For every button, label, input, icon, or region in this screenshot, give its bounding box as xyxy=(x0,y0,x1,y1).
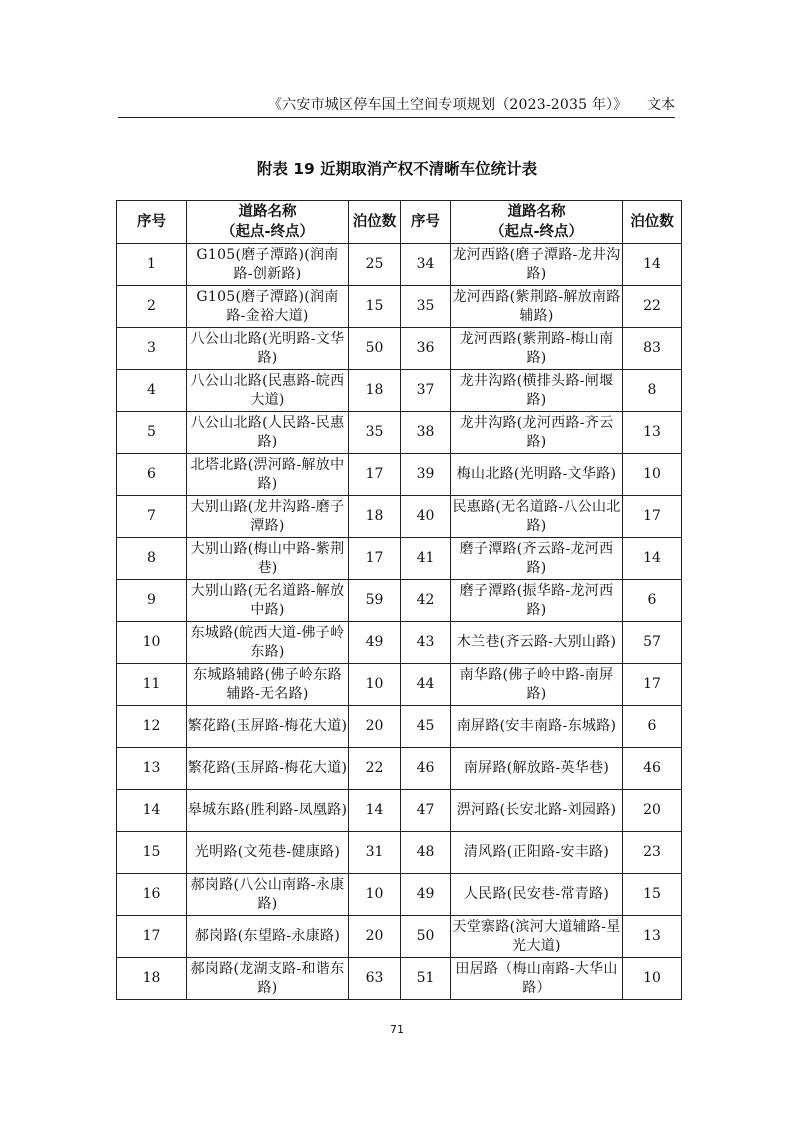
table-row xyxy=(117,832,682,874)
road-name-cell: 民惠路(无名道路-八公山北路) xyxy=(451,496,623,538)
road-name-cell: G105(磨子潭路)(润南路-创新路) xyxy=(187,244,349,286)
seq-cell: 18 xyxy=(117,958,187,1000)
seq-cell: 5 xyxy=(117,412,187,454)
seq-cell: 16 xyxy=(117,874,187,916)
spaces-cell: 6 xyxy=(623,580,682,622)
spaces-cell: 57 xyxy=(623,622,682,664)
road-name-cell: 人民路(民安巷-常青路) xyxy=(451,874,623,916)
road-name-cell: 繁花路(玉屏路-梅花大道) xyxy=(187,748,349,790)
seq-cell: 51 xyxy=(401,958,451,1000)
header-road-line1: 道路名称 xyxy=(507,204,566,220)
road-name-cell: 八公山北路(民惠路-皖西大道) xyxy=(187,370,349,412)
header-spaces: 泊位数 xyxy=(349,201,401,244)
spaces-cell: 17 xyxy=(349,454,401,496)
table-row xyxy=(117,664,682,706)
road-name-cell: 龙井沟路(横排头路-闸堰路) xyxy=(451,370,623,412)
seq-cell: 6 xyxy=(117,454,187,496)
road-name-cell: 磨子潭路(齐云路-龙河西路) xyxy=(451,538,623,580)
road-name-cell: 郝岗路(东望路-永康路) xyxy=(187,916,349,958)
seq-cell: 15 xyxy=(117,832,187,874)
seq-cell: 7 xyxy=(117,496,187,538)
seq-cell: 41 xyxy=(401,538,451,580)
seq-cell: 40 xyxy=(401,496,451,538)
section-label: 文本 xyxy=(647,97,675,113)
header-road-line2: （起点-终点） xyxy=(489,224,584,240)
road-name-cell: 皋城东路(胜利路-凤凰路) xyxy=(187,790,349,832)
spaces-cell: 10 xyxy=(623,454,682,496)
road-name-cell: 郝岗路(八公山南路-永康路) xyxy=(187,874,349,916)
header-road-name xyxy=(187,201,349,244)
road-name-cell: 东城路辅路(佛子岭东路辅路-无名路) xyxy=(187,664,349,706)
spaces-cell: 10 xyxy=(349,664,401,706)
spaces-cell: 49 xyxy=(349,622,401,664)
spaces-cell: 14 xyxy=(623,538,682,580)
header-road-line1: 道路名称 xyxy=(238,204,297,220)
road-name-cell: 北塔北路(淠河路-解放中路) xyxy=(187,454,349,496)
header-road-name-right xyxy=(451,201,623,244)
road-name-cell: 郝岗路(龙湖支路-和谐东路) xyxy=(187,958,349,1000)
road-name-cell: 东城路(皖西大道-佛子岭东路) xyxy=(187,622,349,664)
road-name-cell: 淠河路(长安北路-刘园路) xyxy=(451,790,623,832)
table-row xyxy=(117,454,682,496)
table-row xyxy=(117,706,682,748)
spaces-cell: 18 xyxy=(349,496,401,538)
spaces-cell: 22 xyxy=(349,748,401,790)
page-number: 71 xyxy=(390,1023,404,1036)
seq-cell: 8 xyxy=(117,538,187,580)
table-row xyxy=(117,748,682,790)
table-body xyxy=(117,244,682,1000)
road-name-cell: 光明路(文苑巷-健康路) xyxy=(187,832,349,874)
road-name-cell: 田居路（梅山南路-大华山路） xyxy=(451,958,623,1000)
road-name-cell: 南屏路(解放路-英华巷) xyxy=(451,748,623,790)
spaces-cell: 35 xyxy=(349,412,401,454)
seq-cell: 1 xyxy=(117,244,187,286)
road-name-cell: 龙河西路(紫荆路-梅山南路) xyxy=(451,328,623,370)
road-name-cell: 天堂寨路(滨河大道辅路-星光大道) xyxy=(451,916,623,958)
seq-cell: 49 xyxy=(401,874,451,916)
road-name-cell: 龙河西路(磨子潭路-龙井沟路) xyxy=(451,244,623,286)
table-row xyxy=(117,790,682,832)
spaces-cell: 10 xyxy=(349,874,401,916)
spaces-cell: 13 xyxy=(623,412,682,454)
header-seq: 序号 xyxy=(117,201,187,244)
spaces-cell: 20 xyxy=(623,790,682,832)
spaces-cell: 6 xyxy=(623,706,682,748)
spaces-cell: 17 xyxy=(349,538,401,580)
road-name-cell: 南屏路(安丰南路-东城路) xyxy=(451,706,623,748)
road-name-cell: 龙河西路(紫荆路-解放南路辅路) xyxy=(451,286,623,328)
seq-cell: 14 xyxy=(117,790,187,832)
header-seq-right: 序号 xyxy=(401,201,451,244)
document-title: 《六安市城区停车国土空间专项规划（2023-2035 年）》 xyxy=(268,97,628,113)
seq-cell: 37 xyxy=(401,370,451,412)
spaces-cell: 17 xyxy=(623,664,682,706)
road-name-cell: 清风路(正阳路-安丰路) xyxy=(451,832,623,874)
seq-cell: 43 xyxy=(401,622,451,664)
spaces-cell: 10 xyxy=(623,958,682,1000)
road-name-cell: 龙井沟路(龙河西路-齐云路) xyxy=(451,412,623,454)
spaces-cell: 50 xyxy=(349,328,401,370)
seq-cell: 47 xyxy=(401,790,451,832)
spaces-cell: 15 xyxy=(623,874,682,916)
table-row xyxy=(117,916,682,958)
table-title: 附表 19 近期取消产权不清晰车位统计表 xyxy=(256,160,538,178)
table-row xyxy=(117,580,682,622)
spaces-cell: 14 xyxy=(623,244,682,286)
spaces-cell: 18 xyxy=(349,370,401,412)
spaces-cell: 8 xyxy=(623,370,682,412)
table-row xyxy=(117,244,682,286)
spaces-cell: 15 xyxy=(349,286,401,328)
seq-cell: 2 xyxy=(117,286,187,328)
table-row xyxy=(117,328,682,370)
table-row xyxy=(117,538,682,580)
parking-statistics-table xyxy=(116,200,682,1000)
seq-cell: 48 xyxy=(401,832,451,874)
seq-cell: 46 xyxy=(401,748,451,790)
seq-cell: 44 xyxy=(401,664,451,706)
seq-cell: 42 xyxy=(401,580,451,622)
spaces-cell: 17 xyxy=(623,496,682,538)
road-name-cell: 木兰巷(齐云路-大别山路) xyxy=(451,622,623,664)
table-row xyxy=(117,874,682,916)
spaces-cell: 25 xyxy=(349,244,401,286)
table-header-row xyxy=(117,201,682,244)
seq-cell: 4 xyxy=(117,370,187,412)
seq-cell: 39 xyxy=(401,454,451,496)
seq-cell: 13 xyxy=(117,748,187,790)
road-name-cell: 八公山北路(人民路-民惠路) xyxy=(187,412,349,454)
road-name-cell: 梅山北路(光明路-文华路) xyxy=(451,454,623,496)
spaces-cell: 31 xyxy=(349,832,401,874)
spaces-cell: 13 xyxy=(623,916,682,958)
page-header xyxy=(118,92,675,118)
spaces-cell: 59 xyxy=(349,580,401,622)
seq-cell: 10 xyxy=(117,622,187,664)
spaces-cell: 14 xyxy=(349,790,401,832)
seq-cell: 3 xyxy=(117,328,187,370)
road-name-cell: 大别山路(无名道路-解放中路) xyxy=(187,580,349,622)
table-row xyxy=(117,622,682,664)
table-row xyxy=(117,286,682,328)
spaces-cell: 20 xyxy=(349,916,401,958)
spaces-cell: 22 xyxy=(623,286,682,328)
table-row xyxy=(117,496,682,538)
spaces-cell: 46 xyxy=(623,748,682,790)
spaces-cell: 23 xyxy=(623,832,682,874)
seq-cell: 17 xyxy=(117,916,187,958)
spaces-cell: 83 xyxy=(623,328,682,370)
road-name-cell: 磨子潭路(振华路-龙河西路) xyxy=(451,580,623,622)
spaces-cell: 63 xyxy=(349,958,401,1000)
road-name-cell: 繁花路(玉屏路-梅花大道) xyxy=(187,706,349,748)
road-name-cell: G105(磨子潭路)(润南路-金裕大道) xyxy=(187,286,349,328)
header-spaces-right: 泊位数 xyxy=(623,201,682,244)
seq-cell: 12 xyxy=(117,706,187,748)
seq-cell: 9 xyxy=(117,580,187,622)
seq-cell: 36 xyxy=(401,328,451,370)
seq-cell: 35 xyxy=(401,286,451,328)
road-name-cell: 大别山路(梅山中路-紫荆巷) xyxy=(187,538,349,580)
header-divider xyxy=(118,117,675,118)
table-row xyxy=(117,412,682,454)
seq-cell: 34 xyxy=(401,244,451,286)
seq-cell: 45 xyxy=(401,706,451,748)
road-name-cell: 大别山路(龙井沟路-磨子潭路) xyxy=(187,496,349,538)
spaces-cell: 20 xyxy=(349,706,401,748)
seq-cell: 50 xyxy=(401,916,451,958)
table-row xyxy=(117,958,682,1000)
road-name-cell: 八公山北路(光明路-文华路) xyxy=(187,328,349,370)
header-road-line2: （起点-终点） xyxy=(220,224,315,240)
seq-cell: 38 xyxy=(401,412,451,454)
road-name-cell: 南华路(佛子岭中路-南屏路) xyxy=(451,664,623,706)
seq-cell: 11 xyxy=(117,664,187,706)
table-row xyxy=(117,370,682,412)
